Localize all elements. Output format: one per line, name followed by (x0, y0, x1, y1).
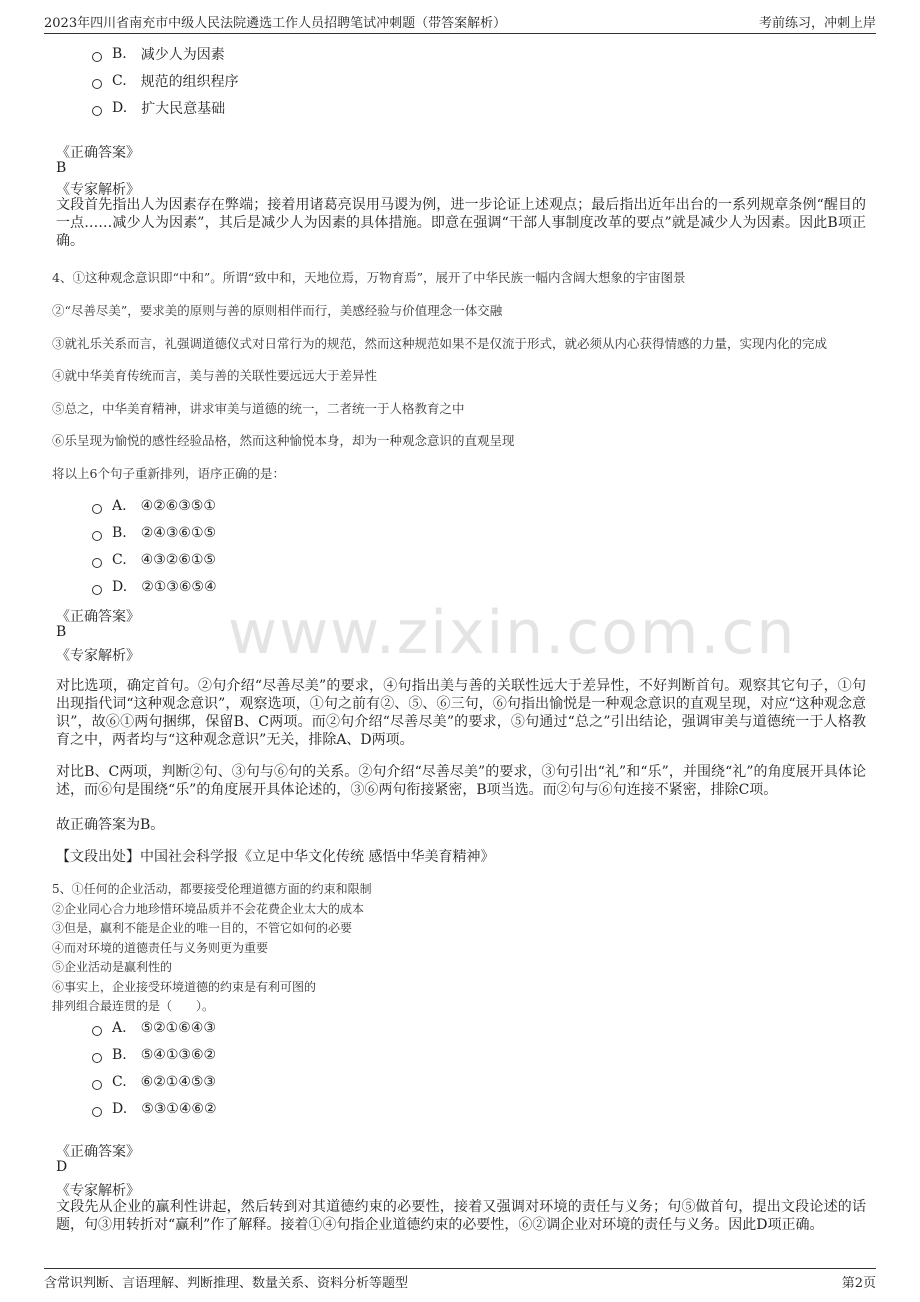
q4-analysis-p1: 对比选项，确定首句。②句介绍“尽善尽美”的要求，④句指出美与善的关联性远大于差异性，不好判断首句。观察其它句子，①句出现指代词“这种观念意识”，观察选项，①句之前有②、⑤、⑥三句，⑥句指出愉悦是一种观念意识的直观呈现，对应“这种观念意识”，故⑥①两句捆绑，保留B、C两项。而②句介绍“尽善尽美”的要求，⑤句通过“总之”引出结论，强调审美与道德统一于人格教育之中，两者均与“这种观念意识”无关，排除A、D两项。 (56, 678, 866, 748)
q4-sentence-1: 4、①这种观念意识即“中和”。所谓“致中和，天地位焉，万物育焉”，展开了中华民族一幅内含阔大想象的宇宙图景 (52, 270, 686, 285)
q3-answer: B (56, 160, 67, 176)
q3-analysis: 文段首先指出人为因素存在弊端；接着用诸葛亮误用马谡为例，进一步论证上述观点；最后指出近年出台的一系列规章条例“醒目的一点……减少人为因素”，其后是减少人为因素的具体措施。即意在强调“干部人事制度改革的要点”就是减少人为因素。因此B项正确。 (56, 197, 866, 249)
q4-analysis-p2: 对比B、C两项，判断②句、③句与⑥句的关系。②句介绍“尽善尽美”的要求，③句引出“礼”和“乐”，并围绕“礼”的角度展开具体论述，而⑥句是围绕“乐”的角度展开具体论述的，③⑥两句衔接紧密，B项当选。而②句与⑥句连接不紧密，排除C项。 (56, 764, 866, 798)
option-letter: C. (112, 73, 127, 89)
radio-icon[interactable] (92, 504, 102, 514)
option-text: ②④③⑥①⑤ (140, 525, 217, 541)
q5-option-b[interactable] (92, 1045, 216, 1065)
q4-option-b[interactable] (92, 523, 216, 543)
radio-icon[interactable] (92, 531, 102, 541)
radio-icon[interactable] (92, 1026, 102, 1036)
q5-option-c[interactable] (92, 1072, 216, 1092)
radio-icon[interactable] (92, 1080, 102, 1090)
option-letter: D. (112, 100, 128, 116)
q4-sentence-5: ⑤总之，中华美育精神，讲求审美与道德的统一，二者统一于人格教育之中 (52, 401, 465, 416)
option-letter: A. (112, 1020, 127, 1036)
option-text: 减少人为因素 (140, 47, 225, 63)
option-text: 规范的组织程序 (140, 74, 239, 90)
option-text: ④③②⑥①⑤ (140, 552, 216, 568)
option-text: ②①③⑥⑤④ (141, 579, 217, 595)
option-text: ⑤④①③⑥② (140, 1047, 217, 1063)
footer-rule (44, 1268, 876, 1269)
q4-analysis-p3: 故正确答案为B。 (56, 817, 165, 833)
q5-sentence-2: ②企业同心合力地珍惜环境品质并不会花费企业太大的成本 (52, 902, 365, 916)
q5-sentence-4: ④而对环境的道德责任与义务则更为重要 (52, 941, 269, 955)
q5-analysis-label: 《专家解析》 (56, 1183, 140, 1199)
footer-page-number: 第2页 (841, 1276, 876, 1291)
radio-icon[interactable] (92, 1053, 102, 1063)
radio-icon[interactable] (92, 558, 102, 568)
option-letter: C. (112, 552, 127, 568)
option-text: 扩大民意基础 (141, 101, 226, 117)
q4-sentence-2: ②“尽善尽美”，要求美的原则与善的原则相伴而行，美感经验与价值理念一体交融 (52, 303, 503, 318)
q4-option-a[interactable] (92, 496, 216, 516)
q4-analysis-label: 《专家解析》 (56, 648, 140, 664)
header-title: 2023年四川省南充市中级人民法院遴选工作人员招聘笔试冲刺题（带答案解析） (44, 16, 507, 31)
option-letter: A. (112, 498, 127, 514)
header-slogan: 考前练习，冲刺上岸 (758, 16, 876, 31)
q5-option-a[interactable] (92, 1018, 216, 1038)
radio-icon[interactable] (92, 1107, 102, 1117)
q4-option-c[interactable] (92, 550, 216, 570)
option-text: ⑤②①⑥④③ (140, 1020, 216, 1036)
option-letter: B. (112, 46, 127, 62)
q3-analysis-label: 《专家解析》 (56, 182, 140, 198)
radio-icon[interactable] (92, 52, 102, 62)
q3-option-c[interactable] (92, 71, 239, 91)
radio-icon[interactable] (92, 106, 102, 116)
q5-option-d[interactable] (92, 1099, 217, 1119)
footer-topics: 含常识判断、言语理解、判断推理、数量关系、资料分析等题型 (44, 1276, 409, 1291)
q4-answer-label: 《正确答案》 (56, 609, 140, 625)
option-letter: C. (112, 1074, 127, 1090)
q5-prompt: 排列组合最连贯的是（ ）。 (52, 999, 215, 1013)
q5-answer: D (56, 1159, 68, 1175)
watermark: www.zixin.com.cn (228, 598, 797, 668)
q5-sentence-5: ⑤企业活动是赢利性的 (52, 960, 173, 974)
q5-sentence-6: ⑥事实上，企业接受环境道德的约束是有利可图的 (52, 980, 317, 994)
q3-answer-label: 《正确答案》 (56, 145, 140, 161)
q5-analysis: 文段先从企业的赢利性讲起，然后转到对其道德约束的必要性，接着又强调对环境的责任与义务；句⑤做首句，提出文段论述的话题，句③用转折对“赢利”作了解释。接着①④句指企业道德约束的必要性，⑥②调企业对环境的责任与义务。因此D项正确。 (56, 1199, 866, 1233)
header-rule (44, 33, 876, 34)
option-letter: D. (112, 1101, 128, 1117)
q4-answer: B (56, 624, 67, 640)
q4-sentence-4: ④就中华美育传统而言，美与善的关联性要远远大于差异性 (52, 368, 378, 383)
q5-sentence-1: 5、①任何的企业活动，都要接受伦理道德方面的约束和限制 (52, 882, 372, 896)
option-letter: B. (112, 1047, 127, 1063)
q4-option-d[interactable] (92, 577, 217, 597)
q4-sentence-3: ③就礼乐关系而言，礼强调道德仪式对日常行为的规范，然而这种规范如果不是仅流于形式，就必须从内心获得情感的力量，实现内化的完成 (52, 336, 828, 351)
q5-sentence-3: ③但是，赢利不能是企业的唯一目的，不管它如何的必要 (52, 921, 353, 935)
option-text: ⑤③①④⑥② (141, 1101, 217, 1117)
option-text: ④②⑥③⑤① (140, 498, 216, 514)
q5-answer-label: 《正确答案》 (56, 1144, 140, 1160)
q4-sentence-6: ⑥乐呈现为愉悦的感性经验品格，然而这种愉悦本身，却为一种观念意识的直观呈现 (52, 433, 515, 448)
radio-icon[interactable] (92, 585, 102, 595)
option-text: ⑥②①④⑤③ (140, 1074, 216, 1090)
option-letter: D. (112, 579, 128, 595)
q4-source: 【文段出处】中国社会科学报《立足中华文化传统 感悟中华美育精神》 (56, 849, 495, 865)
q4-prompt: 将以上6个句子重新排列，语序正确的是： (52, 466, 285, 481)
q3-option-b[interactable] (92, 44, 225, 64)
radio-icon[interactable] (92, 79, 102, 89)
option-letter: B. (112, 525, 127, 541)
q3-option-d[interactable] (92, 98, 225, 118)
